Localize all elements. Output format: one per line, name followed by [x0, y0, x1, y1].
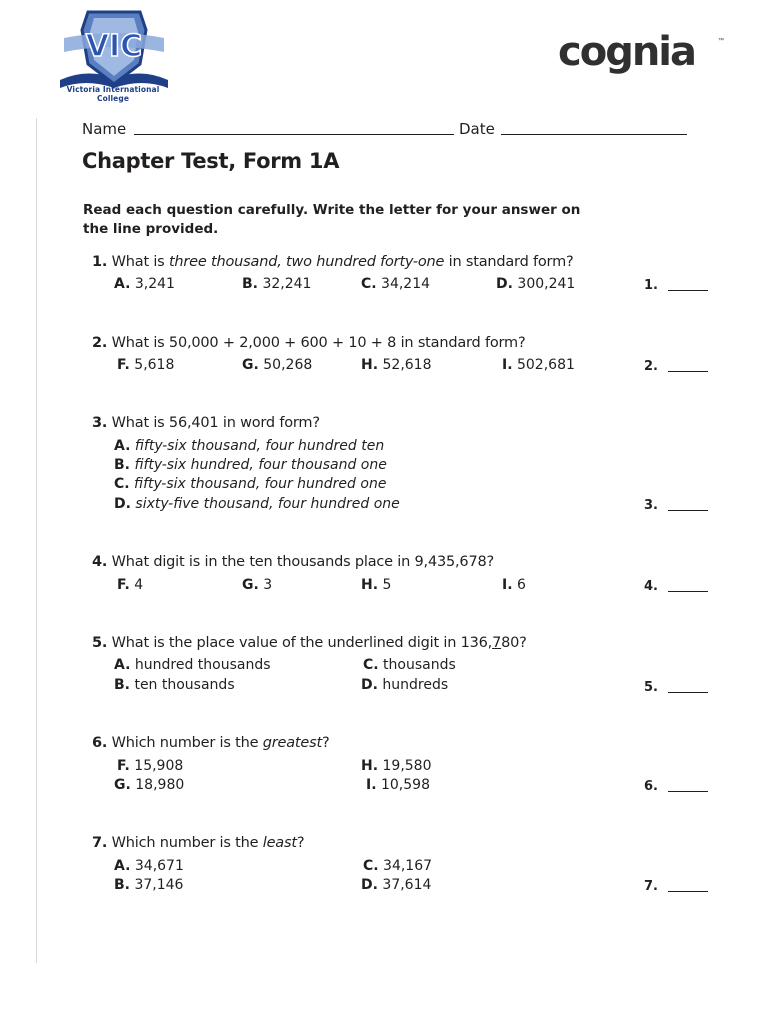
question-number: 5. [92, 635, 108, 651]
date-label: Date [459, 120, 495, 138]
option-c[interactable]: C. 34,167 [363, 858, 433, 874]
option-b[interactable]: B. ten thousands [114, 677, 235, 693]
answer-blank[interactable]: 3. [644, 498, 708, 513]
page-title: Chapter Test, Form 1A [82, 149, 340, 173]
answer-blank[interactable]: 2. [644, 359, 708, 374]
underlined-digit: 7 [492, 635, 502, 651]
option-g[interactable]: G. 18,980 [114, 777, 185, 793]
option-c[interactable]: C. thousands [363, 657, 456, 673]
date-blank-line[interactable] [501, 134, 687, 135]
option-h[interactable]: H. 5 [361, 577, 392, 593]
cognia-logo: cognia [558, 29, 696, 75]
name-label: Name [82, 120, 127, 138]
option-b[interactable]: B. 32,241 [242, 276, 312, 292]
answer-blank[interactable]: 4. [644, 579, 708, 594]
question-1: 1. What is three thousand, two hundred forty-one in standard form? [92, 254, 574, 270]
option-a[interactable]: A. 3,241 [114, 276, 175, 292]
option-i[interactable]: I. 6 [502, 577, 526, 593]
question-number: 2. [92, 335, 108, 351]
question-number: 3. [92, 415, 108, 431]
trademark-mark: ™ [718, 38, 724, 44]
page-margin-rule [36, 118, 37, 963]
question-3: 3. What is 56,401 in word form? [92, 415, 320, 431]
option-f[interactable]: F. 15,908 [117, 758, 184, 774]
option-d[interactable]: D. sixty-five thousand, four hundred one [114, 496, 400, 512]
vic-logo-letters: VIC [85, 29, 143, 64]
option-d[interactable]: D. 300,241 [496, 276, 576, 292]
question-4: 4. What digit is in the ten thousands place in 9,435,678? [92, 554, 494, 570]
option-b[interactable]: B. fifty-six hundred, four thousand one [114, 457, 387, 473]
question-number: 6. [92, 735, 108, 751]
option-h[interactable]: H. 52,618 [361, 357, 432, 373]
option-c[interactable]: C. fifty-six thousand, four hundred one [114, 476, 387, 492]
option-a[interactable]: A. hundred thousands [114, 657, 271, 673]
option-h[interactable]: H. 19,580 [361, 758, 432, 774]
answer-blank[interactable]: 1. [644, 278, 708, 293]
option-d[interactable]: D. 37,614 [361, 877, 432, 893]
question-7: 7. Which number is the least? [92, 835, 305, 851]
option-c[interactable]: C. 34,214 [361, 276, 431, 292]
answer-blank[interactable]: 6. [644, 779, 708, 794]
option-i[interactable]: I. 502,681 [502, 357, 575, 373]
question-number: 1. [92, 254, 108, 270]
option-a[interactable]: A. 34,671 [114, 858, 184, 874]
answer-blank[interactable]: 7. [644, 879, 708, 894]
instructions: Read each question carefully. Write the letter for your answer on the line provided. [83, 202, 581, 237]
school-caption: Victoria International College [66, 85, 160, 103]
option-d[interactable]: D. hundreds [361, 677, 449, 693]
question-6: 6. Which number is the greatest? [92, 735, 330, 751]
name-blank-line[interactable] [134, 134, 454, 135]
option-f[interactable]: F. 4 [117, 577, 144, 593]
option-a[interactable]: A. fifty-six thousand, four hundred ten [114, 438, 385, 454]
option-i[interactable]: I. 10,598 [366, 777, 430, 793]
question-5: 5. What is the place value of the underlined digit in 136,780? [92, 635, 527, 651]
option-g[interactable]: G. 3 [242, 577, 273, 593]
question-number: 7. [92, 835, 108, 851]
option-f[interactable]: F. 5,618 [117, 357, 175, 373]
question-2: 2. What is 50,000 + 2,000 + 600 + 10 + 8 in standard form? [92, 335, 526, 351]
question-number: 4. [92, 554, 108, 570]
option-g[interactable]: G. 50,268 [242, 357, 313, 373]
answer-blank[interactable]: 5. [644, 680, 708, 695]
option-b[interactable]: B. 37,146 [114, 877, 184, 893]
